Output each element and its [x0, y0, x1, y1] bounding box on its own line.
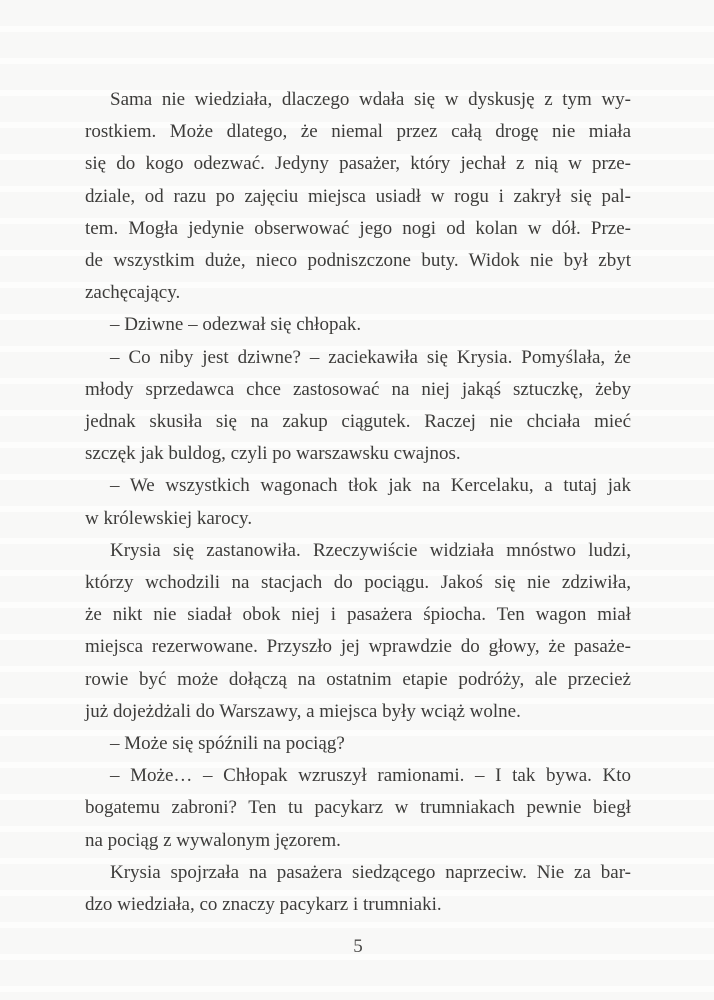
- text-line: – Może się spóźnili na pociąg?: [110, 733, 345, 755]
- text-line: młody sprzedawca chce zastosować na niej jakąś sztuczkę, żeby: [85, 378, 631, 400]
- text-line: na pociąg z wywalonym jęzorem.: [85, 829, 341, 851]
- text-line: rowie być może dołączą na ostatnim etapie podróży, ale przecież: [85, 668, 631, 690]
- text-line: – Co niby jest dziwne? – zaciekawiła się Krysia. Pomyślała, że: [110, 346, 631, 368]
- text-line: że nikt nie siadał obok niej i pasażera śpiocha. Ten wagon miał: [85, 604, 631, 626]
- text-line: już dojeżdżali do Warszawy, a miejsca były wciąż wolne.: [85, 700, 521, 722]
- text-line: Krysia spojrzała na pasażera siedzącego naprzeciw. Nie za bar-: [110, 861, 631, 883]
- paragraph: [85, 309, 631, 341]
- text-line: szczęk jak buldog, czyli po warszawsku cwajnos.: [85, 443, 461, 465]
- text-line: dzo wiedziała, co znaczy pacykarz i trumniaki.: [85, 894, 442, 916]
- paragraph: [85, 857, 631, 921]
- text-line: którzy wchodzili na stacjach do pociągu. Jakoś się nie zdziwiła,: [85, 572, 631, 594]
- text-line: zachęcający.: [85, 282, 181, 304]
- text-line: tem. Mogła jedynie obserwować jego nogi od kolan w dół. Prze-: [85, 217, 631, 239]
- text-line: jednak skusiła się na zakup ciągutek. Raczej nie chciała mieć: [85, 411, 631, 433]
- text-line: Krysia się zastanowiła. Rzeczywiście widziała mnóstwo ludzi,: [110, 539, 631, 561]
- text-line: się do kogo odezwać. Jedyny pasażer, który jechał z nią w prze-: [85, 153, 631, 175]
- text-line: – Może… – Chłopak wzruszył ramionami. – I tak bywa. Kto: [110, 765, 631, 787]
- text-line: dziale, od razu po zajęciu miejsca usiadł w rogu i zakrył się pal-: [85, 185, 631, 207]
- paragraph: [85, 760, 631, 857]
- text-line: bogatemu zabroni? Ten tu pacykarz w trumniakach pewnie biegł: [85, 797, 631, 819]
- text-line: de wszystkim duże, nieco podniszczone buty. Widok nie był zbyt: [85, 250, 631, 272]
- paragraph: [85, 728, 631, 760]
- paragraph: [85, 84, 631, 309]
- text-line: Sama nie wiedziała, dlaczego wdała się w dyskusję z tym wy-: [110, 89, 631, 110]
- text-line: miejsca rezerwowane. Przyszło jej wprawdzie do głowy, że pasaże-: [85, 636, 631, 658]
- text-line: w królewskiej karocy.: [85, 507, 253, 529]
- page-number: 5: [353, 936, 363, 957]
- text-line: rostkiem. Może dlatego, że niemal przez całą drogę nie miała: [85, 121, 631, 143]
- paragraph: [85, 342, 631, 471]
- text-line: – We wszystkich wagonach tłok jak na Kercelaku, a tutaj jak: [110, 475, 631, 497]
- paragraph: [85, 535, 631, 728]
- paragraph: [85, 470, 631, 534]
- text-line: – Dziwne – odezwał się chłopak.: [110, 314, 362, 336]
- text-block: [85, 84, 631, 921]
